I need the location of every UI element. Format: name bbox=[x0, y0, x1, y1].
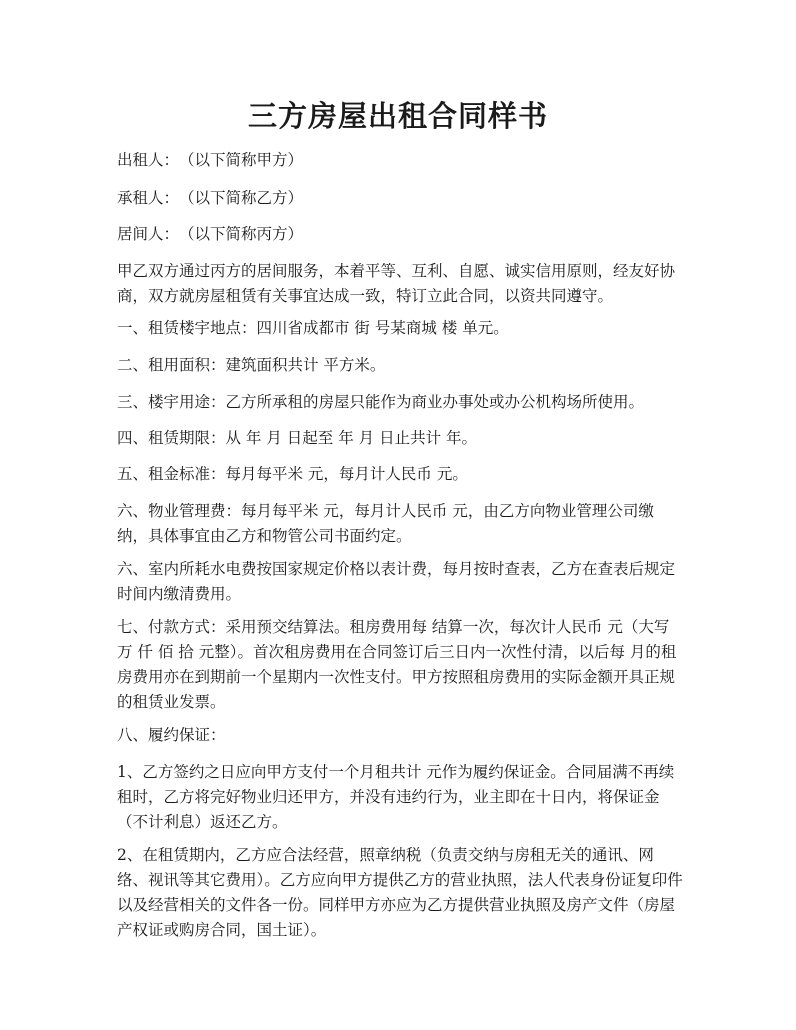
clause-guarantee-1: 1、乙方签约之日应向甲方支付一个月租共计 元作为履约保证金。合同届满不再续租时，乙方将完好物业归还甲方，并没有违约行为，业主即在十日内，将保证金（不计利息）返还乙方。 bbox=[117, 763, 675, 831]
preamble-paragraph: 甲乙双方通过丙方的居间服务，本着平等、互利、自愿、诚实信用原则，经友好协商，双方就房屋租赁有关事宜达成一致，特订立此合同，以资共同遵守。 bbox=[117, 262, 676, 305]
clause-utilities: 六、室内所耗水电费按国家规定价格以表计费，每月按时查表，乙方在查表后规定时间内缴清费用。 bbox=[117, 560, 676, 603]
clause-area: 二、租用面积：建筑面积共计 平方米。 bbox=[117, 356, 386, 374]
clause-usage: 三、楼宇用途：乙方所承租的房屋只能作为商业办事处或办公机构场所使用。 bbox=[117, 393, 645, 411]
clause-property-fee: 六、物业管理费：每月每平米 元，每月计人民币 元，由乙方向物业管理公司缴纳，具体事宜由乙方和物管公司书面约定。 bbox=[117, 502, 654, 545]
clause-guarantee-2: 2、在租赁期内，乙方应合法经营，照章纳税（负责交纳与房租无关的通讯、网络、视讯等其它费用）。乙方应向甲方提供乙方的营业执照，法人代表身份证复印件以及经营相关的文件各一份。同样甲方亦应为乙方提供营业执照及房产文件（房屋产权证或购房合同，国土证）。 bbox=[117, 846, 683, 939]
party-lessee: 承租人： （以下简称乙方） bbox=[117, 189, 304, 207]
clause-rent: 五、租金标准：每月每平米 元，每月计人民币 元。 bbox=[117, 465, 468, 483]
party-lessor: 出租人： （以下简称甲方） bbox=[117, 151, 304, 169]
clause-term: 四、租赁期限：从 年 月 日起至 年 月 日止共计 年。 bbox=[117, 429, 477, 447]
party-intermediary: 居间人： （以下简称丙方） bbox=[117, 225, 304, 243]
clause-location: 一、租赁楼宇地点：四川省成都市 街 号某商城 楼 单元。 bbox=[117, 319, 509, 337]
clause-guarantee-heading: 八、履约保证： bbox=[117, 726, 226, 744]
clause-payment: 七、付款方式：采用预交结算法。租房费用每 结算一次，每次计人民币 元（大写 万 仟 佰 拾 元整）。首次租房费用在合同签订后三日内一次性付清，以后每 月的租房费用亦在到期前一个星期内一次性支付。甲方按照租房费用的实际金额开具正规的租赁业发票。 bbox=[117, 618, 677, 711]
page-title: 三方房屋出租合同样书 bbox=[247, 99, 548, 133]
